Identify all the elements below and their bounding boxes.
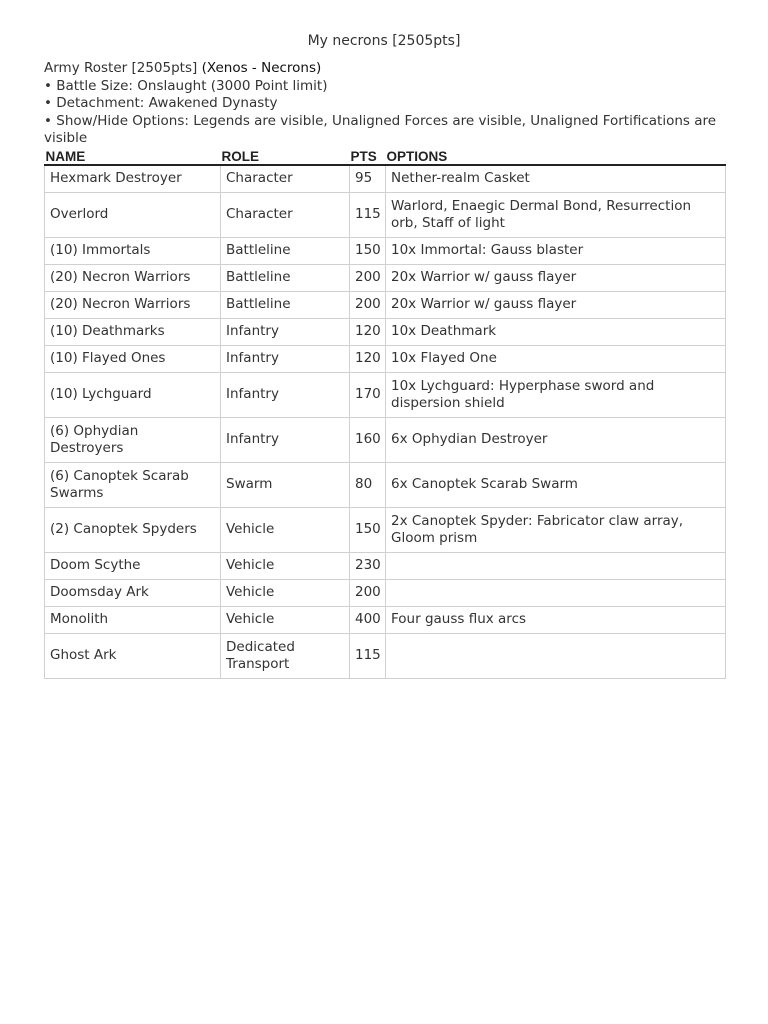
table-row	[45, 238, 726, 265]
unit-name: (10) Deathmarks	[45, 319, 221, 346]
unit-options: 6x Canoptek Scarab Swarm	[386, 463, 726, 508]
unit-pts: 160	[350, 418, 386, 463]
roster-heading-line	[44, 60, 726, 78]
unit-role: Character	[221, 165, 350, 193]
unit-options: 10x Flayed One	[386, 346, 726, 373]
unit-pts: 200	[350, 292, 386, 319]
unit-name: Hexmark Destroyer	[45, 165, 221, 193]
unit-pts: 230	[350, 553, 386, 580]
unit-options: Four gauss flux arcs	[386, 607, 726, 634]
unit-role: Battleline	[221, 292, 350, 319]
table-row	[45, 346, 726, 373]
unit-role: Vehicle	[221, 553, 350, 580]
table-row	[45, 418, 726, 463]
unit-role: Infantry	[221, 373, 350, 418]
unit-name: Doomsday Ark	[45, 580, 221, 607]
roster-heading: Army Roster [2505pts]	[44, 60, 198, 76]
unit-pts: 170	[350, 373, 386, 418]
unit-options	[386, 553, 726, 580]
unit-pts: 200	[350, 580, 386, 607]
table-row	[45, 463, 726, 508]
unit-options: 6x Ophydian Destroyer	[386, 418, 726, 463]
document-title: My necrons [2505pts]	[307, 33, 461, 49]
column-header-options: OPTIONS	[386, 146, 726, 165]
unit-options	[386, 634, 726, 679]
unit-role: Vehicle	[221, 508, 350, 553]
unit-options: 10x Deathmark	[386, 319, 726, 346]
show-hide-options-line: • Show/Hide Options: Legends are visible, Unaligned Forces are visible, Unaligned Fortifications are visible	[44, 112, 717, 146]
unit-name: (2) Canoptek Spyders	[45, 508, 221, 553]
unit-name: Ghost Ark	[45, 634, 221, 679]
unit-pts: 80	[350, 463, 386, 508]
unit-table	[44, 146, 726, 679]
table-row	[45, 292, 726, 319]
unit-pts: 120	[350, 346, 386, 373]
unit-name: Monolith	[45, 607, 221, 634]
table-row	[45, 508, 726, 553]
unit-options: 20x Warrior w/ gauss flayer	[386, 292, 726, 319]
unit-name: Doom Scythe	[45, 553, 221, 580]
table-header-row	[45, 146, 726, 165]
unit-role: Character	[221, 193, 350, 238]
table-row	[45, 193, 726, 238]
unit-options: 2x Canoptek Spyder: Fabricator claw array, Gloom prism	[386, 508, 726, 553]
unit-role: Vehicle	[221, 607, 350, 634]
unit-pts: 200	[350, 265, 386, 292]
unit-options: 10x Immortal: Gauss blaster	[386, 238, 726, 265]
unit-options: 20x Warrior w/ gauss flayer	[386, 265, 726, 292]
table-row	[45, 607, 726, 634]
unit-pts: 120	[350, 319, 386, 346]
table-row	[45, 319, 726, 346]
unit-name: (10) Lychguard	[45, 373, 221, 418]
unit-role: Battleline	[221, 265, 350, 292]
unit-name: (20) Necron Warriors	[45, 265, 221, 292]
unit-pts: 400	[350, 607, 386, 634]
column-header-name: NAME	[45, 146, 221, 165]
unit-role: Infantry	[221, 319, 350, 346]
table-row	[45, 165, 726, 193]
unit-role: Swarm	[221, 463, 350, 508]
column-header-role: ROLE	[221, 146, 350, 165]
unit-role: Infantry	[221, 418, 350, 463]
table-row	[45, 634, 726, 679]
unit-options	[386, 580, 726, 607]
unit-name: (6) Ophydian Destroyers	[45, 418, 221, 463]
unit-role: Dedicated Transport	[221, 634, 350, 679]
column-header-pts: PTS	[350, 146, 386, 165]
unit-role: Vehicle	[221, 580, 350, 607]
battle-size-line: • Battle Size: Onslaught (3000 Point limit)	[44, 77, 328, 94]
unit-role: Infantry	[221, 346, 350, 373]
detachment-line: • Detachment: Awakened Dynasty	[44, 95, 278, 111]
unit-name: (20) Necron Warriors	[45, 292, 221, 319]
unit-pts: 95	[350, 165, 386, 193]
roster-faction: (Xenos - Necrons)	[201, 60, 322, 76]
roster-summary	[44, 60, 726, 148]
unit-pts: 115	[350, 634, 386, 679]
unit-name: Overlord	[45, 193, 221, 238]
table-row	[45, 553, 726, 580]
unit-name: (6) Canoptek Scarab Swarms	[45, 463, 221, 508]
unit-pts: 150	[350, 508, 386, 553]
unit-options: Nether-realm Casket	[386, 165, 726, 193]
unit-role: Battleline	[221, 238, 350, 265]
unit-options: Warlord, Enaegic Dermal Bond, Resurrection orb, Staff of light	[386, 193, 726, 238]
unit-name: (10) Immortals	[45, 238, 221, 265]
unit-pts: 115	[350, 193, 386, 238]
unit-name: (10) Flayed Ones	[45, 346, 221, 373]
table-row	[45, 373, 726, 418]
unit-options: 10x Lychguard: Hyperphase sword and dispersion shield	[386, 373, 726, 418]
unit-pts: 150	[350, 238, 386, 265]
table-row	[45, 580, 726, 607]
table-row	[45, 265, 726, 292]
